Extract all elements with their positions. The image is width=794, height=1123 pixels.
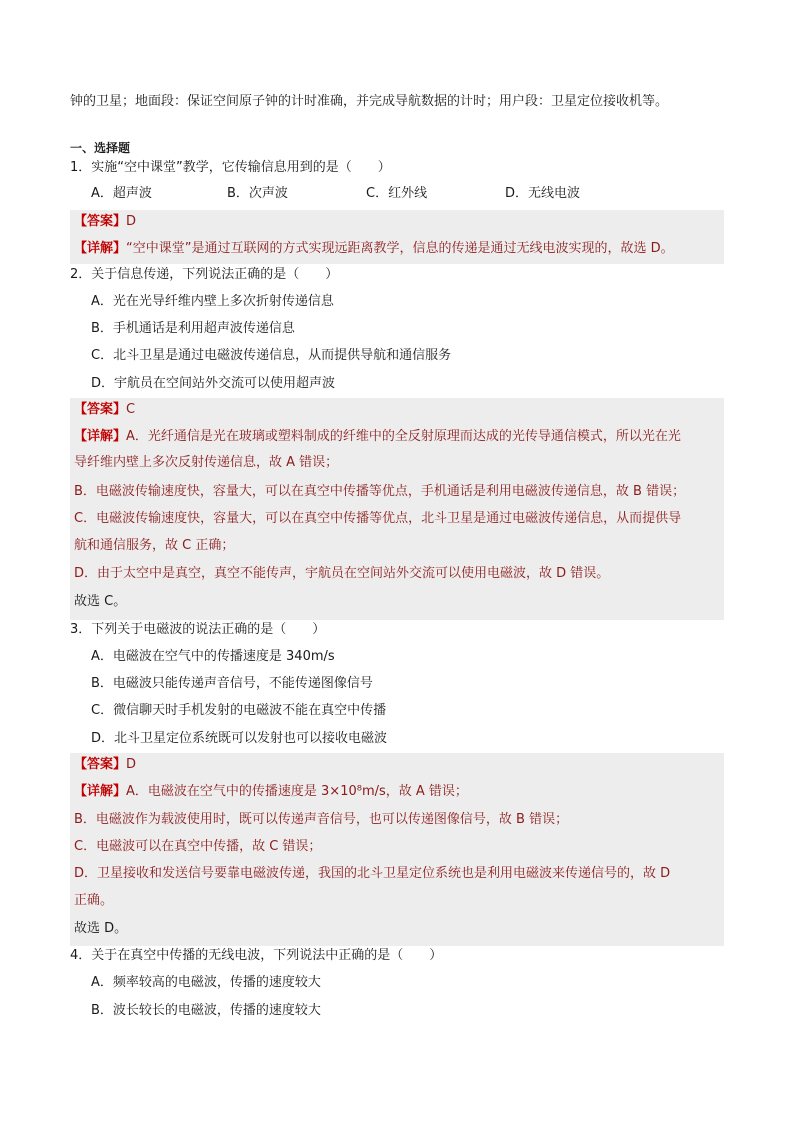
option-c: C．北斗卫星是通过电磁波传递信息，从而提供导航和通信服务 <box>91 348 452 363</box>
detail-line: 航和通信服务，故 C 正确； <box>74 538 235 553</box>
detail-text: A．光纤通信是光在玻璃或塑料制成的纤维中的全反射原理而达成的光传导通信模式，所以光在光 <box>126 429 681 444</box>
question-1-options <box>91 184 580 204</box>
answer-tag: 【答案】 <box>74 402 127 417</box>
option-d: D．宇航员在空间站外交流可以使用超声波 <box>91 376 336 391</box>
detail-line: B．电磁波传输速度快，容量大，可以在真空中传播等优点，手机通话是利用电磁波传递信息，故 B 错误； <box>74 484 686 499</box>
answer-line <box>74 755 136 775</box>
option-a: A．光在光导纤维内壁上多次折射传递信息 <box>91 294 334 309</box>
question-2-stem: 2．关于信息传递，下列说法正确的是（ ） <box>70 267 339 282</box>
question-3-stem: 3．下列关于电磁波的说法正确的是（ ） <box>70 622 326 637</box>
option-b: B．波长较长的电磁波，传播的速度较大 <box>91 1003 321 1018</box>
detail-line: D．由于太空中是真空，真空不能传声，宇航员在空间站外交流可以使用电磁波，故 D 错误。 <box>74 566 610 581</box>
option-d: D．无线电波 <box>505 186 581 201</box>
detail-line: D．卫星接收和发送信号要靠电磁波传递，我国的北斗卫星定位系统也是利用电磁波来传递信号的，故 D <box>74 866 671 881</box>
detail-line: 导纤维内壁上多次反射传递信息，故 A 错误； <box>74 455 339 470</box>
detail-tag: 【详解】 <box>74 429 127 444</box>
option-b: B．电磁波只能传递声音信号，不能传递图像信号 <box>91 676 373 691</box>
section-title: 一、选择题 <box>70 141 131 155</box>
question-4-stem: 4．关于在真空中传播的无线电波，下列说法中正确的是（ ） <box>70 948 443 963</box>
option-c: C．红外线 <box>366 186 428 201</box>
answer-value: D <box>126 214 137 229</box>
detail-text: “空中课堂”是通过互联网的方式实现远距离教学，信息的传递是通过无线电波实现的，故选 D。 <box>126 241 674 256</box>
detail-line: C．电磁波可以在真空中传播，故 C 错误； <box>74 839 322 854</box>
answer-box-3 <box>70 753 724 946</box>
detail-line <box>74 427 681 447</box>
detail-line: 故选 D。 <box>74 921 128 936</box>
answer-box-1 <box>70 210 724 264</box>
detail-line <box>74 782 468 802</box>
intro-paragraph: 钟的卫星；地面段：保证空间原子钟的计时准确，并完成导航数据的计时；用户段：卫星定位接收机等。 <box>70 94 669 109</box>
option-b: B．次声波 <box>227 186 288 201</box>
question-1-stem: 1．实施“空中课堂”教学，它传输信息用到的是（ ） <box>70 160 391 175</box>
option-b: B．手机通话是利用超声波传递信息 <box>91 321 295 336</box>
detail-line <box>74 239 674 259</box>
detail-tag: 【详解】 <box>74 784 127 799</box>
answer-box-2 <box>70 398 724 620</box>
detail-line: 故选 C。 <box>74 594 127 609</box>
answer-tag: 【答案】 <box>74 214 127 229</box>
detail-text: A．电磁波在空气中的传播速度是 3×10⁸m/s，故 A 错误； <box>126 784 468 799</box>
option-d: D．北斗卫星定位系统既可以发射也可以接收电磁波 <box>91 731 388 746</box>
option-a: A．电磁波在空气中的传播速度是 340m/s <box>91 649 335 664</box>
detail-line: 正确。 <box>74 893 114 908</box>
option-a: A．超声波 <box>91 186 152 201</box>
answer-tag: 【答案】 <box>74 757 127 772</box>
detail-line: B．电磁波作为载波使用时，既可以传递声音信号，也可以传递图像信号，故 B 错误； <box>74 812 569 827</box>
option-c: C．微信聊天时手机发射的电磁波不能在真空中传播 <box>91 703 387 718</box>
answer-line <box>74 212 136 232</box>
option-a: A．频率较高的电磁波，传播的速度较大 <box>91 975 321 990</box>
answer-line <box>74 400 135 420</box>
answer-value: D <box>126 757 137 772</box>
answer-value: C <box>126 402 136 417</box>
detail-tag: 【详解】 <box>74 241 127 256</box>
detail-line: C．电磁波传输速度快，容量大，可以在真空中传播等优点，北斗卫星是通过电磁波传递信息，从而提供导 <box>74 511 682 526</box>
